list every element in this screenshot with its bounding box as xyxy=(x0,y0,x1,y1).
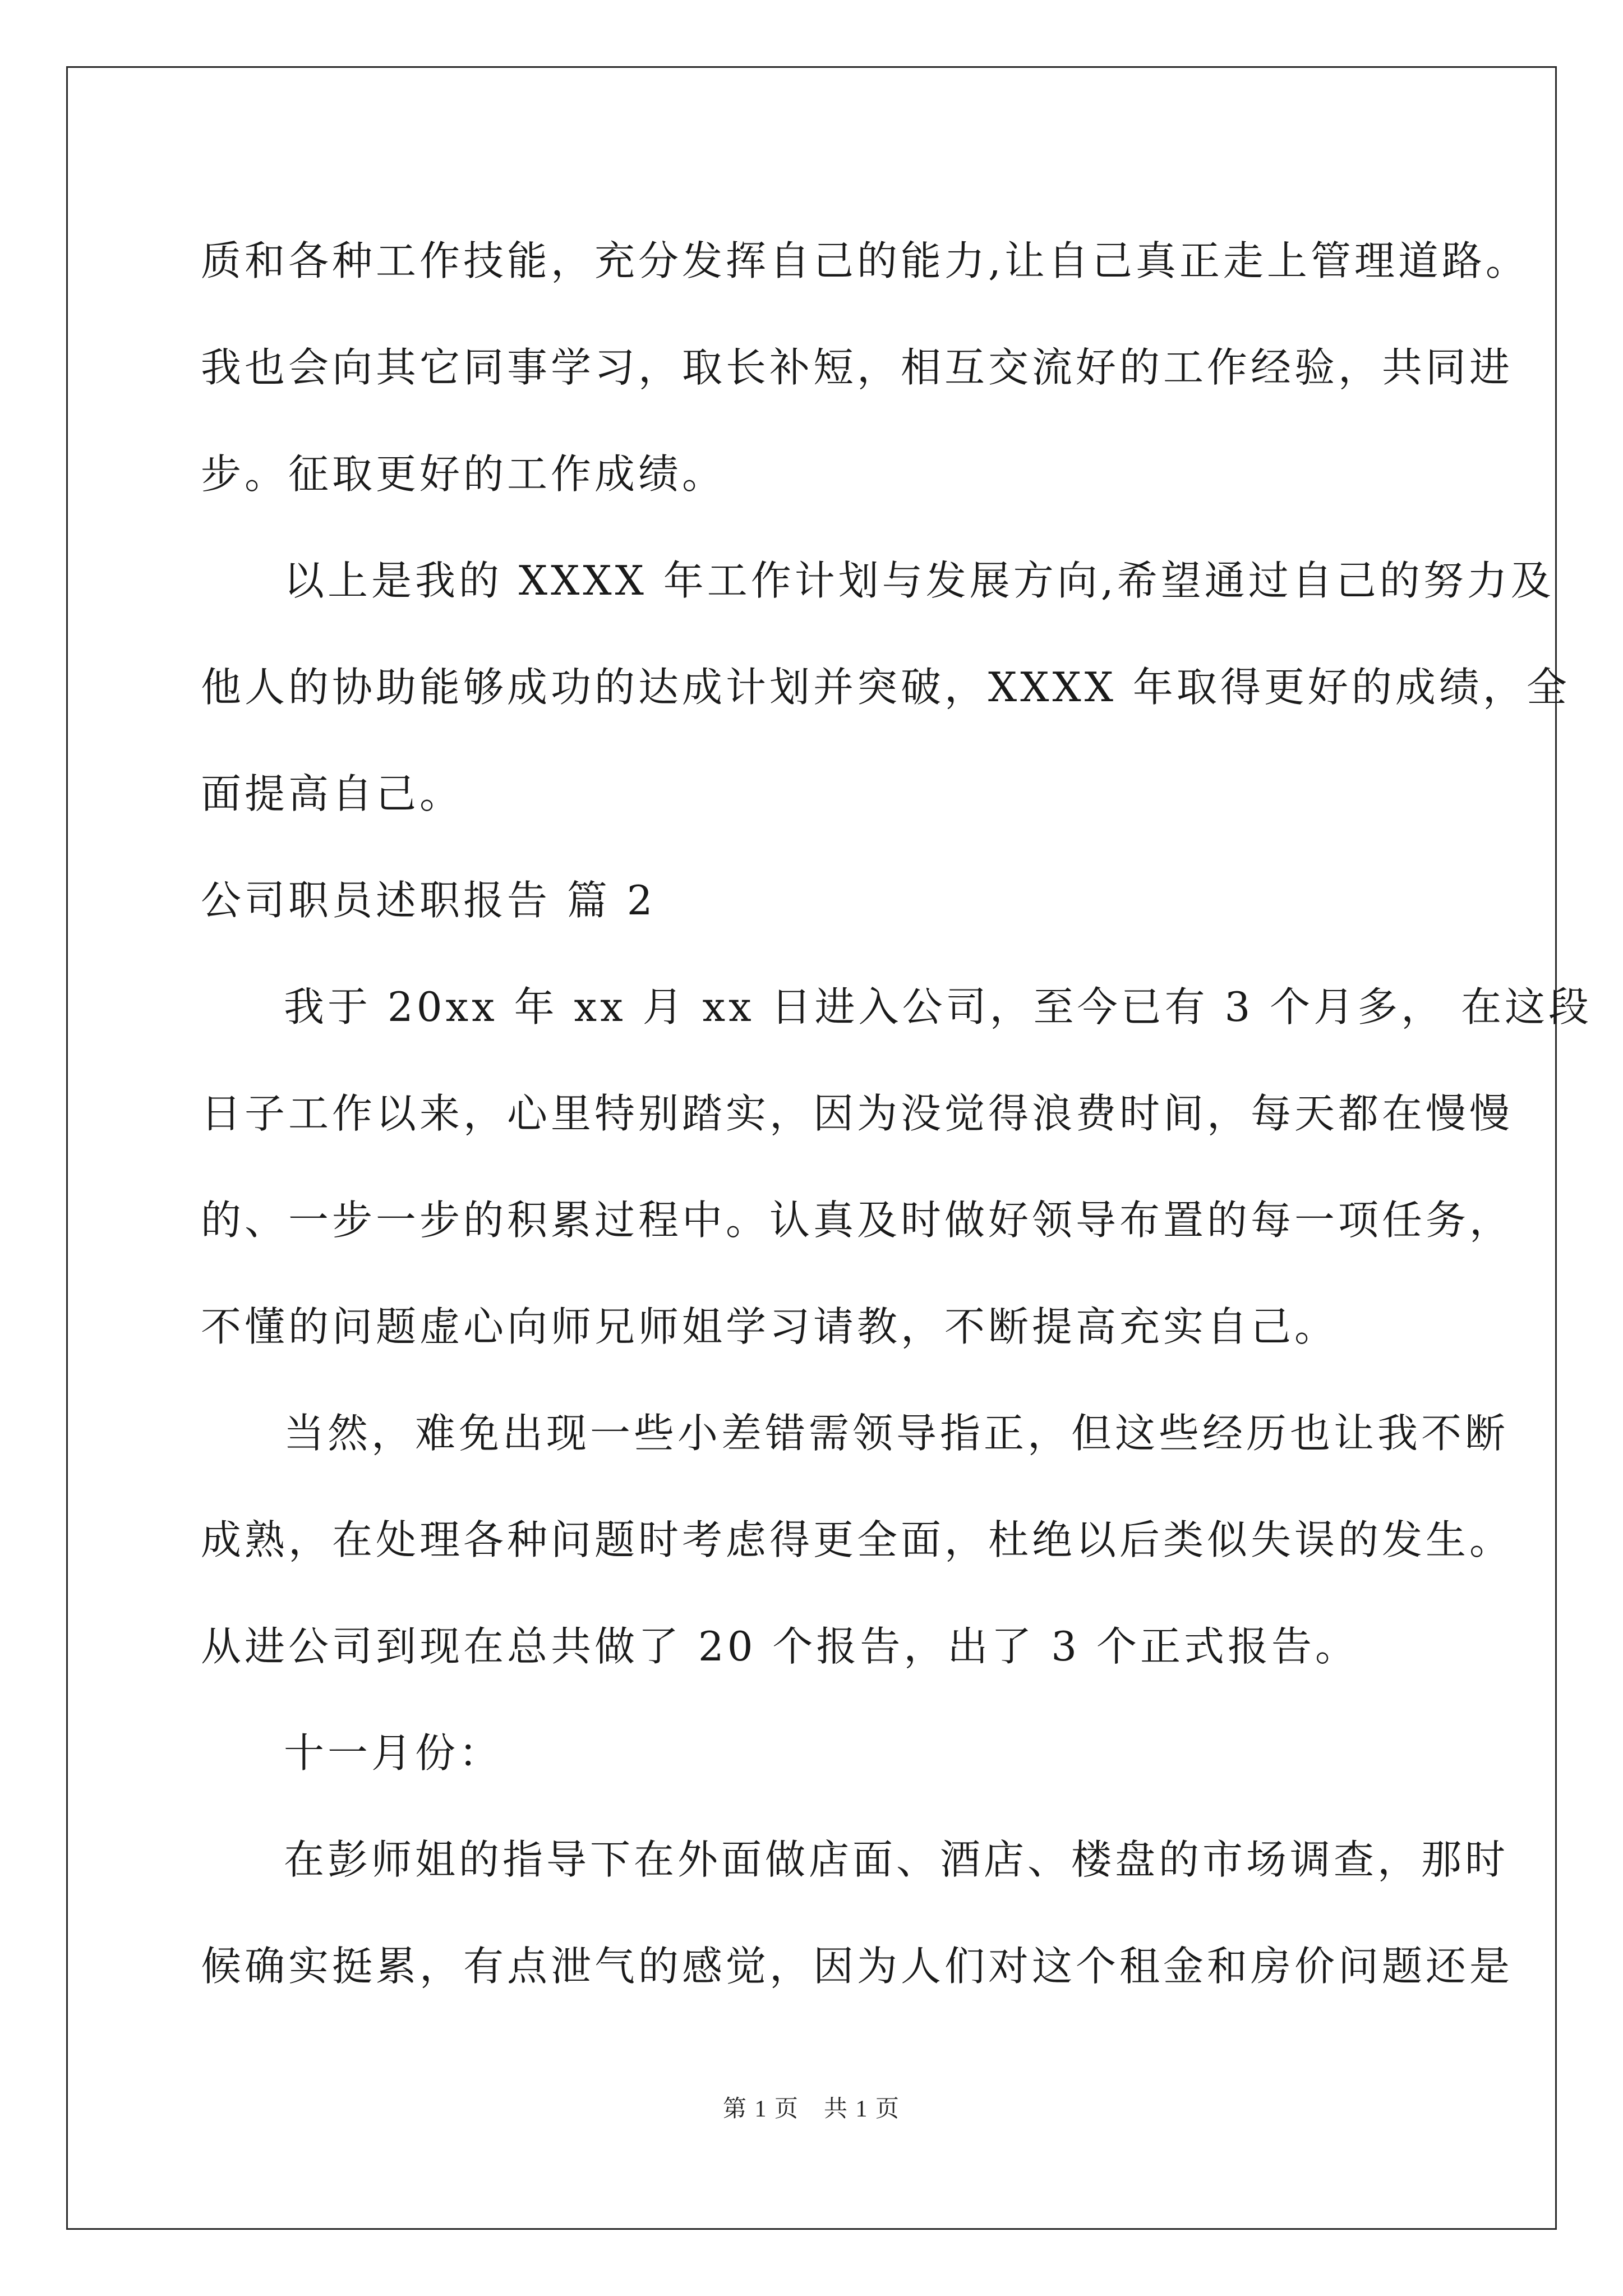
text-line: 我也会向其它同事学习，取长补短，相互交流好的工作经验，共同进 xyxy=(201,344,1514,391)
text-line: 从进公司到现在总共做了 20 个报告，出了 3 个正式报告。 xyxy=(201,1623,1359,1670)
text-line: 以上是我的 XXXX 年工作计划与发展方向,希望通过自己的努力及 xyxy=(284,557,1555,604)
text-line: 十一月份： xyxy=(284,1729,503,1777)
text-line: 我于 20xx 年 xx 月 xx 日进入公司，至今已有 3 个月多， 在这段 xyxy=(284,983,1593,1030)
page-footer: 第 1 页 共 1 页 xyxy=(722,2096,900,2122)
text-line: 的、一步一步的积累过程中。认真及时做好领导布置的每一项任务， xyxy=(201,1197,1514,1244)
text-line: 在彭师姐的指导下在外面做店面、酒店、楼盘的市场调查，那时 xyxy=(284,1836,1509,1883)
text-line: 当然，难免出现一些小差错需领导指正，但这些经历也让我不断 xyxy=(284,1410,1509,1457)
text-line: 步。征取更好的工作成绩。 xyxy=(201,450,726,498)
document-body xyxy=(201,208,1593,2019)
text-line: 候确实挺累，有点泄气的感觉，因为人们对这个租金和房价问题还是 xyxy=(201,1943,1514,1990)
text-line: 质和各种工作技能，充分发挥自己的能力,让自己真正走上管理道路。 xyxy=(201,237,1529,284)
text-line: 面提高自己。 xyxy=(201,770,464,817)
text-line: 日子工作以来，心里特别踏实，因为没觉得浪费时间，每天都在慢慢 xyxy=(201,1090,1514,1137)
text-line: 不懂的问题虚心向师兄师姐学习请教，不断提高充实自己。 xyxy=(201,1303,1339,1350)
text-line: 成熟，在处理各种问题时考虑得更全面，杜绝以后类似失误的发生。 xyxy=(201,1516,1514,1563)
text-line: 他人的协助能够成功的达成计划并突破，XXXX 年取得更好的成绩，全 xyxy=(201,664,1570,711)
section-heading: 公司职员述职报告 篇 2 xyxy=(201,877,656,924)
